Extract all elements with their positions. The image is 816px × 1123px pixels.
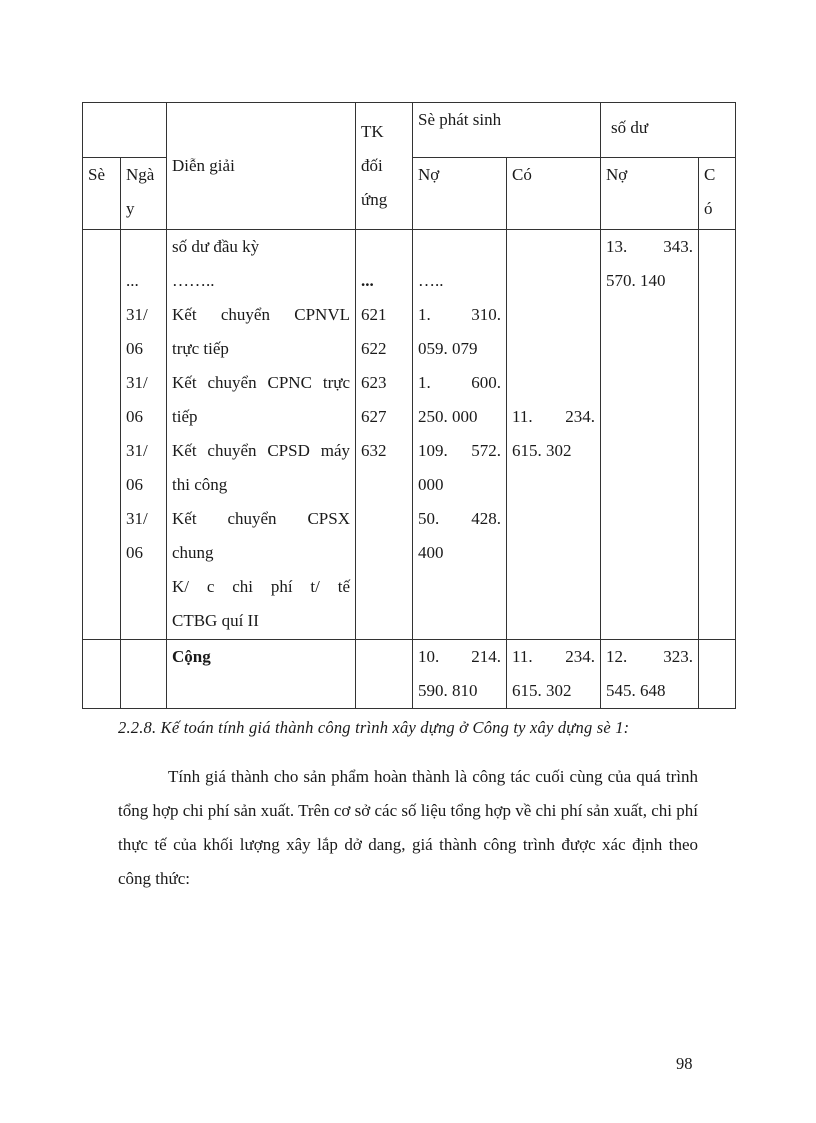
- header-du-no: [601, 158, 699, 230]
- total-du-no-cell: [601, 640, 699, 709]
- body-description-cell: [167, 230, 356, 640]
- header-du-co-line: C: [704, 165, 716, 184]
- body-date-line: 31/: [126, 305, 148, 324]
- header-du-no-label: Nợ: [606, 165, 628, 184]
- total-tk-cell: [356, 640, 413, 709]
- total-label: Cộng: [172, 647, 211, 666]
- body-date-cell: [121, 230, 167, 640]
- body-du-no-cell: [601, 230, 699, 640]
- body-date-line: 06: [126, 407, 143, 426]
- header-ngay-line: Ngà: [126, 165, 155, 184]
- header-dien-giai: [167, 103, 356, 230]
- body-phat-sinh-no-line: 250. 000: [418, 407, 478, 426]
- header-so-phat-sinh-label: Sè phát sinh: [418, 110, 502, 129]
- body-tk-line: 627: [361, 407, 387, 426]
- body-phat-sinh-no-line: 1. 310.: [418, 305, 501, 324]
- body-description-line: CTBG quí II: [172, 611, 259, 630]
- body-phat-sinh-no-line: 50. 428.: [418, 509, 501, 528]
- body-description-line: Kết chuyển CPNC trực: [172, 373, 350, 392]
- page-number: 98: [676, 1054, 693, 1073]
- header-phat-sinh-no-label: Nợ: [418, 165, 440, 184]
- ledger-table: [82, 102, 736, 709]
- header-so-phat-sinh: [413, 103, 601, 158]
- body-phat-sinh-no-line: 000: [418, 475, 444, 494]
- total-phat-sinh-no-line: 10. 214.: [418, 647, 501, 666]
- body-du-co-cell: [699, 230, 736, 640]
- body-date-line: 06: [126, 543, 143, 562]
- header-du-co-line: ó: [704, 199, 713, 218]
- body-phat-sinh-no-line: 400: [418, 543, 444, 562]
- total-phat-sinh-no-cell: [413, 640, 507, 709]
- body-description-line: trực tiếp: [172, 339, 229, 358]
- header-so-du: [601, 103, 736, 158]
- total-phat-sinh-co-line: 11. 234.: [512, 647, 596, 666]
- section-caption: 2.2.8. Kế toán tính giá thành công trình xây dựng ở Công ty xây dựng sè 1:: [118, 718, 630, 737]
- body-phat-sinh-no-line: 059. 079: [418, 339, 478, 358]
- header-so-du-label: số dư: [611, 118, 649, 137]
- header-phat-sinh-co-label: Có: [512, 165, 532, 184]
- body-tk-cell: [356, 230, 413, 640]
- body-phat-sinh-no-line: …..: [418, 271, 444, 290]
- body-phat-sinh-co-line: 615. 302: [512, 441, 572, 460]
- header-se: [83, 158, 121, 230]
- header-phat-sinh-no: [413, 158, 507, 230]
- body-phat-sinh-no-cell: [413, 230, 507, 640]
- header-du-co: [699, 158, 736, 230]
- total-se-cell: [83, 640, 121, 709]
- body-description-line: Kết chuyển CPNVL: [172, 305, 350, 324]
- body-description-line: Kết chuyển CPSD máy: [172, 441, 350, 460]
- header-tk-line: đối: [361, 156, 383, 175]
- header-tk-line: ứng: [361, 190, 388, 209]
- body-paragraph: Tính giá thành cho sản phẩm hoàn thành là công tác cuối cùng của quá trình tổng hợp chi phí sản xuất. Trên cơ sở các số liệu tổng hợp về chi phí sản xuất, chi phí thực tế của khối lượng xây lắp dở dang, giá thành công trình được xác định theo công thức:: [118, 767, 698, 888]
- body-date-line: 06: [126, 475, 143, 494]
- body-description-line: tiếp: [172, 407, 198, 426]
- body-du-no-line: 570. 140: [606, 271, 666, 290]
- body-description-line: Kết chuyển CPSX: [172, 509, 350, 528]
- body-date-line: 31/: [126, 373, 148, 392]
- body-tk-line: ...: [361, 271, 374, 290]
- total-phat-sinh-co-line: 615. 302: [512, 681, 572, 700]
- body-description-line: ……..: [172, 271, 215, 290]
- total-du-no-line: 12. 323.: [606, 647, 694, 666]
- body-du-no-line: 13. 343.: [606, 237, 694, 256]
- table-total-row: [83, 640, 736, 709]
- total-du-no-line: 545. 648: [606, 681, 666, 700]
- total-phat-sinh-no-line: 590. 810: [418, 681, 478, 700]
- body-phat-sinh-co-line: 11. 234.: [512, 407, 596, 426]
- total-phat-sinh-co-cell: [507, 640, 601, 709]
- total-du-co-cell: [699, 640, 736, 709]
- body-description-line: thi công: [172, 475, 228, 494]
- body-tk-line: 632: [361, 441, 387, 460]
- body-description-line: số dư đầu kỳ: [172, 237, 260, 256]
- header-ngay: [121, 158, 167, 230]
- body-phat-sinh-no-line: 1. 600.: [418, 373, 501, 392]
- body-tk-line: 622: [361, 339, 387, 358]
- body-date-line: ...: [126, 271, 139, 290]
- header-tk-line: TK: [361, 122, 384, 141]
- header-phat-sinh-co: [507, 158, 601, 230]
- header-empty-cell: [83, 103, 167, 158]
- header-tk-doi-ung: [356, 103, 413, 230]
- body-date-line: 06: [126, 339, 143, 358]
- body-phat-sinh-co-cell: [507, 230, 601, 640]
- body-date-line: 31/: [126, 441, 148, 460]
- body-phat-sinh-no-line: 109. 572.: [418, 441, 501, 460]
- header-se-label: Sè: [88, 165, 105, 184]
- body-description-line: chung: [172, 543, 214, 562]
- header-ngay-line: y: [126, 199, 135, 218]
- body-tk-line: 623: [361, 373, 387, 392]
- body-tk-line: 621: [361, 305, 387, 324]
- total-date-cell: [121, 640, 167, 709]
- total-label-cell: [167, 640, 356, 709]
- body-se-cell: [83, 230, 121, 640]
- body-description-line: K/ c chi phí t/ tế: [172, 577, 350, 596]
- header-dien-giai-label: Diễn giải: [172, 156, 235, 175]
- body-date-line: 31/: [126, 509, 148, 528]
- table-row: [83, 230, 736, 640]
